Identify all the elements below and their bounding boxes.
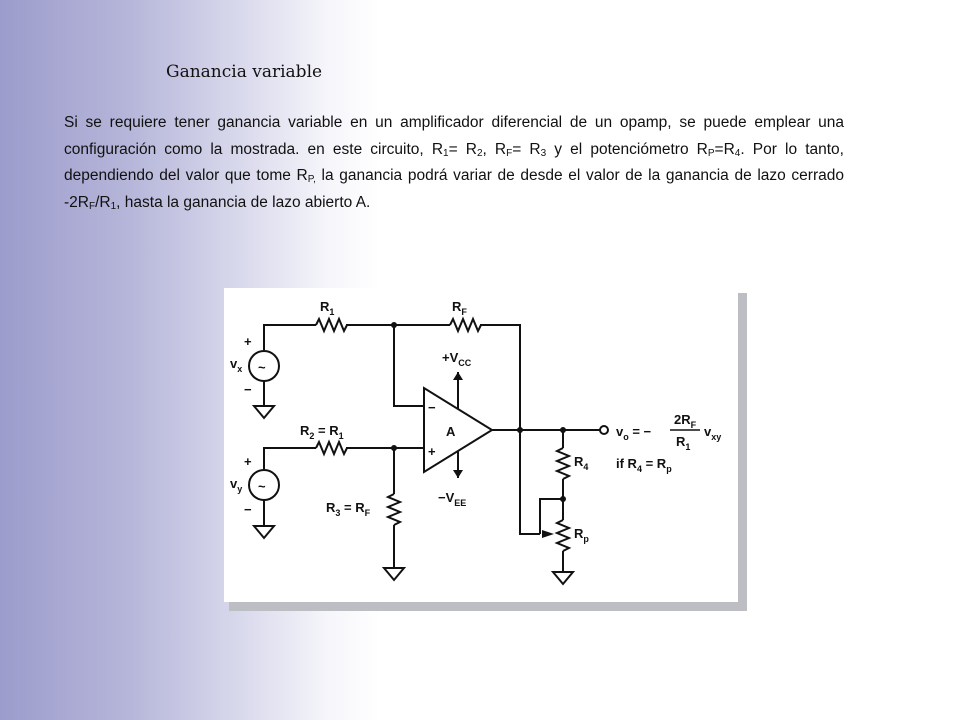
resistor-r2	[316, 442, 347, 454]
ground-r3	[384, 568, 404, 580]
resistor-r4	[557, 448, 569, 479]
label-r2: $R_2 = R_1$	[300, 423, 344, 441]
wire-rp-wiper	[540, 499, 563, 534]
resistor-rp	[557, 520, 569, 551]
label-condition: if $R_4 = R_p$	[616, 456, 672, 474]
description-paragraph: Si se requiere tener ganancia variable en un amplificador diferencial de un opamp, se puede emplear una configuración como la mostrada. en este circuito, $R_1= R_2$, $R_F= R_3$ y el potenciómetro $R_P=R_4$. Por lo tanto, dependiendo del valor que tome $R_{P,}$ la ganancia podrá variar de desde el valor de la ganancia de lazo cerrado $-2R_F/R_1$, hasta la ganancia de lazo abierto A.	[64, 114, 844, 212]
label-noninverting: +	[428, 444, 436, 459]
circuit-diagram	[224, 288, 738, 602]
wiper-arrow	[542, 530, 554, 538]
label-frac-num: $2R_F$	[674, 412, 697, 430]
label-vx-minus: −	[244, 382, 252, 397]
label-frac-den: $R_1$	[676, 434, 691, 452]
wire-inverting-input	[394, 325, 424, 406]
ground-rp	[553, 572, 573, 584]
label-opamp-a: A	[446, 424, 456, 439]
label-vx: $v_x$	[230, 356, 243, 374]
label-vxy: $v_{xy}$	[704, 424, 722, 442]
label-rf: $R_F$	[452, 299, 467, 317]
resistor-rf	[450, 319, 481, 331]
label-vx-plus: +	[244, 334, 252, 349]
label-r3: $R_3 = R_F$	[326, 500, 371, 518]
label-vy-plus: +	[244, 454, 252, 469]
wire-vx-top	[264, 325, 316, 350]
label-rp: $R_p$	[574, 526, 589, 544]
ground-vx	[254, 406, 274, 418]
svg-text:~: ~	[258, 360, 266, 375]
label-vcc: $+V_{CC}$	[442, 350, 472, 368]
ground-vy	[254, 526, 274, 538]
circuit-figure	[224, 288, 738, 602]
label-inverting: −	[428, 400, 436, 415]
resistor-r3	[388, 494, 400, 525]
label-vo: $v_o$ = −	[616, 424, 652, 442]
label-vee: $-V_{EE}$	[438, 490, 467, 508]
output-terminal	[600, 426, 608, 434]
label-r1: $R_1$	[320, 299, 335, 317]
label-r4: $R_4$	[574, 454, 589, 472]
wire-vy-top	[264, 448, 316, 469]
label-vy-minus: −	[244, 502, 252, 517]
svg-text:~: ~	[258, 479, 266, 494]
label-vy: $v_y$	[230, 476, 243, 494]
slide-title: Ganancia variable	[166, 62, 323, 82]
resistor-r1	[316, 319, 347, 331]
